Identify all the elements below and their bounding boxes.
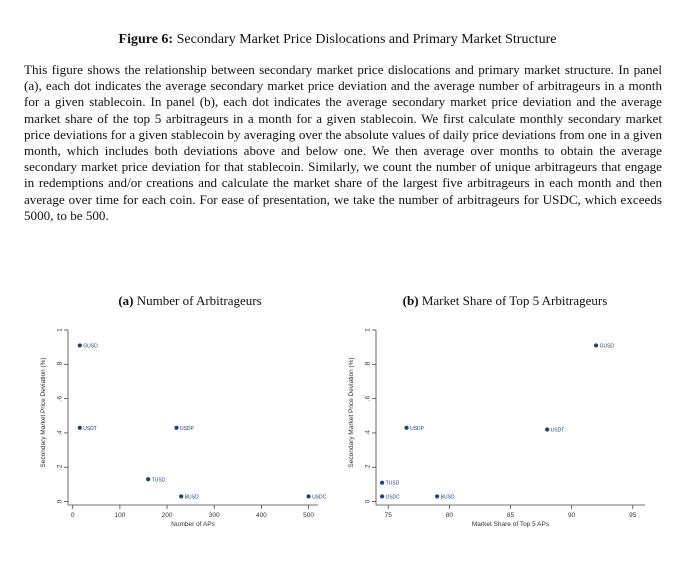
data-point-usdp <box>404 426 408 430</box>
panel-a-plot <box>40 328 327 528</box>
y-tick-label: 0 <box>56 499 64 504</box>
data-label-busd: BUSD <box>440 494 455 501</box>
y-tick-label: 1 <box>364 328 372 332</box>
data-label-usdp: USDP <box>179 425 194 432</box>
y-tick-label: .8 <box>364 361 372 368</box>
panel-b-title-text: Market Share of Top 5 Arbitrageurs <box>421 293 608 308</box>
data-point-busd <box>179 494 183 498</box>
x-tick-label: 100 <box>114 512 126 519</box>
y-axis-title: Secondary Market Price Deviation (%) <box>40 357 47 468</box>
data-label-usdp: USDP <box>410 425 424 432</box>
y-tick-label: .6 <box>56 395 64 402</box>
data-point-busd <box>435 494 439 498</box>
x-tick-label: 95 <box>629 512 637 519</box>
panel-b-label: (b) <box>402 293 419 308</box>
y-tick-label: .6 <box>364 395 372 402</box>
data-point-tusd <box>146 477 150 481</box>
figure-caption: This figure shows the relationship between secondary market price dislocations and primary market structure. In panel (a), each dot indicates the average secondary market price deviation and the average number of arbitrageurs in a month for a given stablecoin. In panel (b), each dot indicates the average secondary market price deviation and the average market share of the top 5 arbitrageurs in a month for a given stablecoin. We first calculate monthly secondary market price deviations for a given stablecoin by averaging over the absolute values of daily price deviations from one in a given month, which includes both deviations above and below one. We then average over months to obtain the average secondary market price deviation for that stablecoin. Similarly, we count the number of unique arbitrageurs that engage in redemptions and/or creations and calculate the market share of the largest five arbitrageurs in each month and then average over time for each coin. For ease of presentation, we take the number of arbitrageurs for USDC, which exceeds 5000, to be 500. <box>24 62 662 223</box>
panel-a-title-text: Number of Arbitrageurs <box>136 293 262 308</box>
x-tick-label: 500 <box>303 512 314 519</box>
data-label-busd: BUSD <box>184 494 199 501</box>
x-tick-label: 300 <box>208 512 220 519</box>
data-label-tusd: TUSD <box>385 480 400 487</box>
data-label-usdt: USDT <box>83 425 97 432</box>
figure-label: Figure 6: <box>118 32 174 47</box>
data-label-usdt: USDT <box>550 427 565 434</box>
data-point-usdp <box>174 426 178 430</box>
x-tick-label: 85 <box>506 512 515 519</box>
data-point-usdt <box>78 426 82 430</box>
x-tick-label: 400 <box>255 512 267 519</box>
data-label-usdc: USDC <box>312 494 327 501</box>
y-tick-label: 0 <box>364 499 372 504</box>
data-point-gusd <box>78 343 82 347</box>
x-tick-label: 75 <box>384 512 392 519</box>
panel-a-label: (a) <box>118 293 134 308</box>
y-tick-label: .2 <box>56 464 64 470</box>
y-tick-label: 1 <box>56 328 64 332</box>
data-point-usdc <box>306 494 310 498</box>
x-axis-title: Market Share of Top 5 APs <box>471 521 550 528</box>
y-tick-label: .4 <box>364 430 372 436</box>
data-point-gusd <box>594 343 598 347</box>
x-tick-label: 200 <box>161 512 173 519</box>
x-tick-label: 90 <box>568 512 576 519</box>
x-axis-title: Number of APs <box>171 521 215 528</box>
y-axis-title: Secondary Market Price Deviation (%) <box>348 357 355 468</box>
data-point-tusd <box>380 481 384 485</box>
data-label-gusd: GUSD <box>83 343 98 350</box>
data-label-tusd: TUSD <box>151 477 166 484</box>
y-tick-label: .4 <box>56 430 64 436</box>
data-label-gusd: GUSD <box>599 343 615 350</box>
data-point-usdt <box>545 427 549 431</box>
figure-title-text: Secondary Market Price Dislocations and Primary Market Structure <box>176 32 557 47</box>
y-tick-label: .8 <box>56 361 64 368</box>
data-point-usdc <box>380 494 384 498</box>
panel-b-plot <box>348 328 645 528</box>
x-tick-label: 80 <box>445 512 453 519</box>
y-tick-label: .2 <box>364 464 372 470</box>
data-label-usdc: USDC <box>385 494 400 501</box>
x-tick-label: 0 <box>70 512 75 519</box>
